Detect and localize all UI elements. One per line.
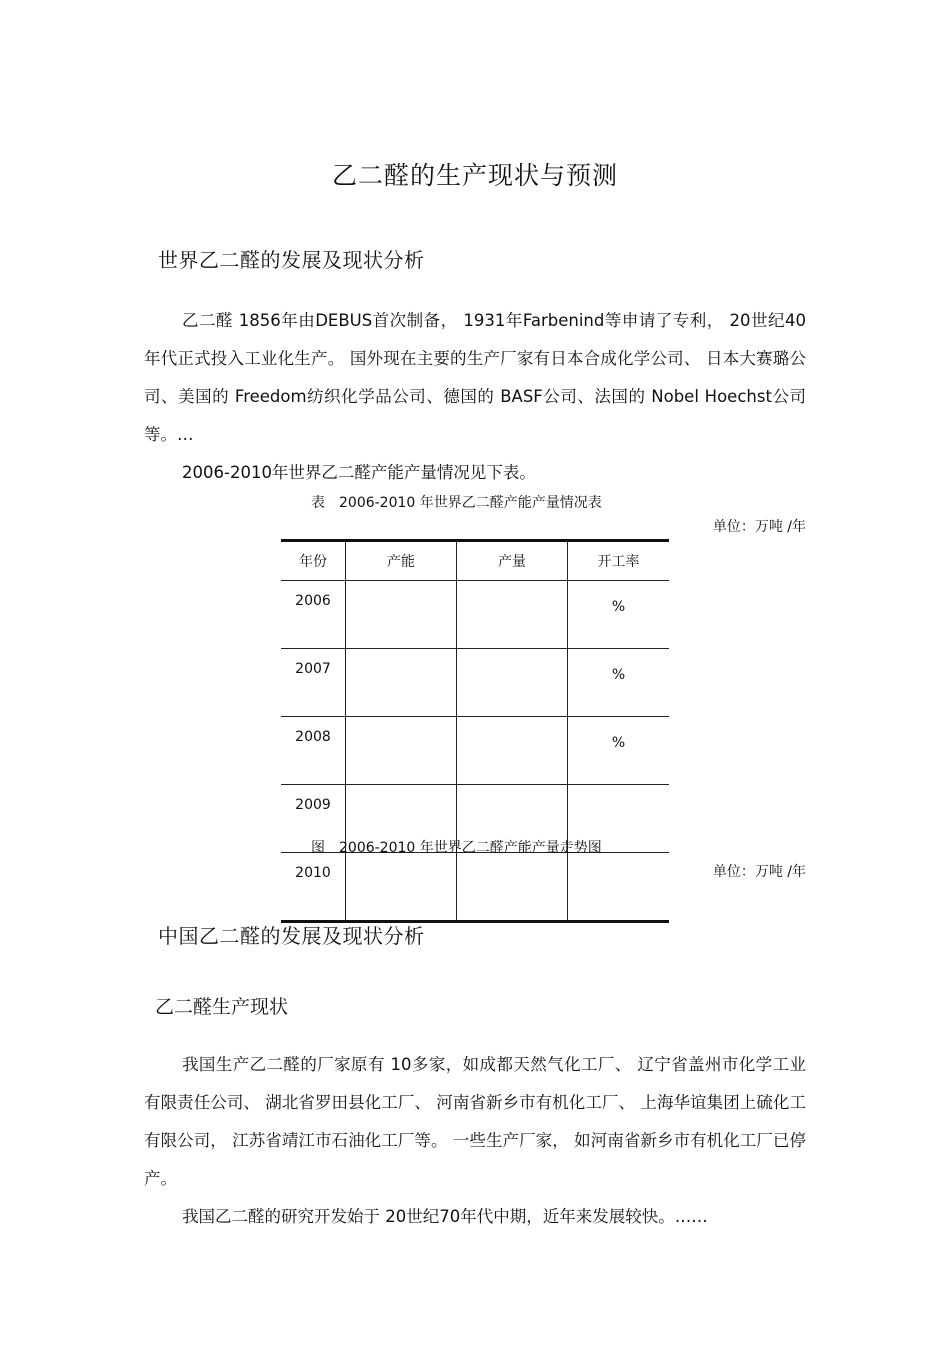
figure-caption: 图 2006-2010 年世界乙二醛产能产量走势图 <box>311 840 602 856</box>
paragraph-table-intro: 2006-2010年世界乙二醛产能产量情况见下表。 <box>182 463 536 482</box>
cell-capacity <box>346 581 457 649</box>
header-output: 产量 <box>457 541 568 581</box>
cell-rate: % <box>568 649 670 717</box>
cell-capacity <box>346 717 457 785</box>
cell-year: 2007 <box>281 649 346 717</box>
cell-rate: % <box>568 581 670 649</box>
table-row <box>281 649 669 717</box>
cell-output <box>457 581 568 649</box>
header-year: 年份 <box>281 541 346 581</box>
section-heading-china: 中国乙二醛的发展及现状分析 <box>158 924 425 948</box>
cell-year: 2009 <box>281 785 346 853</box>
cell-output <box>457 717 568 785</box>
table-row <box>281 581 669 649</box>
header-operating-rate: 开工率 <box>568 541 670 581</box>
cell-year: 2006 <box>281 581 346 649</box>
subsection-heading: 乙二醛生产现状 <box>155 996 289 1018</box>
cell-rate <box>568 853 670 922</box>
cell-output <box>457 649 568 717</box>
cell-year: 2008 <box>281 717 346 785</box>
cell-capacity <box>346 649 457 717</box>
table-unit: 单位：万吨 /年 <box>712 519 806 535</box>
figure-unit: 单位：万吨 /年 <box>712 864 806 880</box>
paragraph-world-history <box>144 302 806 492</box>
capacity-output-table <box>281 539 669 923</box>
table-caption: 表 2006-2010 年世界乙二醛产能产量情况表 <box>311 495 602 511</box>
paragraph-text: 乙二醛 1856年由DEBUS首次制备， 1931年Farbenind等申请了专利， 20世纪40年代正式投入工业化生产。 国外现在主要的生产厂家有日本合成化学公司、 日本大赛璐公司、美国的 Freedom纺织化学品公司、德国的 BASF公司、法国的 Nobel Hoechst公司等。… <box>144 311 806 444</box>
table-row <box>281 853 669 922</box>
paragraph-research: 我国乙二醛的研究开发始于 20世纪70年代中期，近年来发展较快。…… <box>182 1207 708 1226</box>
cell-rate: % <box>568 717 670 785</box>
page-title: 乙二醛的生产现状与预测 <box>331 161 618 190</box>
table-row <box>281 717 669 785</box>
cell-capacity <box>346 853 457 922</box>
section-heading-world: 世界乙二醛的发展及现状分析 <box>158 248 425 272</box>
paragraph-producers: 我国生产乙二醛的厂家原有 10多家，如成都天然气化工厂、 辽宁省盖州市化学工业有限责任公司、 湖北省罗田县化工厂、 河南省新乡市有机化工厂、 上海华谊集团上硫化工有限公司， 江苏省靖江市石油化工厂等。 一些生产厂家， 如河南省新乡市有机化工厂已停产。 <box>144 1055 806 1188</box>
cell-year: 2010 <box>281 853 346 922</box>
header-capacity: 产能 <box>346 541 457 581</box>
cell-output <box>457 853 568 922</box>
table-header-row <box>281 541 669 581</box>
paragraph-china <box>144 1046 806 1236</box>
